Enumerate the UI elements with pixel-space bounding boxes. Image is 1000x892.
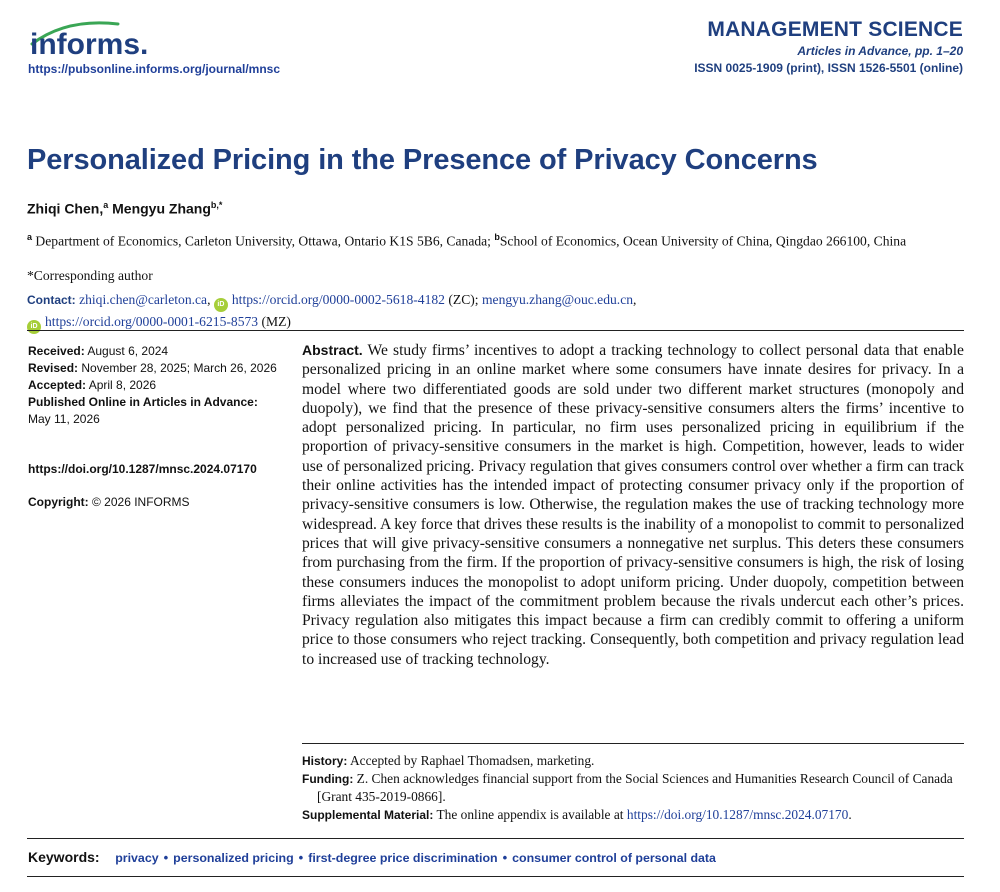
orcid-icon: iD [214, 298, 228, 312]
corresponding-author-note: *Corresponding author [27, 268, 153, 283]
orcid-icon: iD [27, 320, 41, 334]
revised-date: November 28, 2025; March 26, 2026 [81, 361, 277, 375]
accepted-label: Accepted: [28, 378, 87, 392]
affiliations [27, 228, 967, 251]
header-divider [27, 330, 964, 331]
keywords [28, 849, 716, 865]
article-meta [302, 752, 964, 824]
keywords-bottom-rule [27, 876, 964, 877]
issn: ISSN 0025-1909 (print), ISSN 1526-5501 (online) [694, 61, 963, 75]
supplemental-text: The online appendix is available at [436, 807, 624, 822]
funding-text: Z. Chen acknowledges financial support from the Social Sciences and Humanities Research Council of Canada [Grant 435-2019-0866]. [317, 771, 953, 804]
articles-in-advance: Articles in Advance, pp. 1–20 [797, 44, 963, 58]
affil-mark: b [494, 232, 500, 242]
funding-row [302, 770, 964, 806]
keyword-separator: • [163, 850, 169, 865]
keyword[interactable]: privacy [115, 851, 159, 865]
journal-name: MANAGEMENT SCIENCE [707, 18, 963, 41]
history-text: Accepted by Raphael Thomadsen, marketing. [349, 753, 595, 768]
author-tag: (MZ) [261, 314, 291, 329]
keyword[interactable]: consumer control of personal data [512, 851, 716, 865]
keyword[interactable]: personalized pricing [173, 851, 294, 865]
author-list [27, 200, 222, 217]
masthead [694, 18, 963, 75]
supplemental-end: . [848, 807, 852, 822]
keywords-label: Keywords: [28, 849, 100, 865]
contact-block: Contact: zhiqi.chen@carleton.ca, iD https://orcid.org/0000-0002-5618-4182 (ZC); mengyu.zhang@ouc.edu.cn, iD https://orcid.org/0000-0001-6215-8573 (MZ) [27, 290, 967, 334]
supplemental-link[interactable]: https://doi.org/10.1287/mnsc.2024.07170 [626, 807, 849, 822]
abstract-text: We study firms’ incentives to adopt a tracking technology to collect personal data that enable personalized pricing in an online market where some consumers have innate desires for privacy. In a model where two differentiated goods are sold under two different market structures (monopoly and duopoly), we find that the presence of these privacy-sensitive consumers alters the firms’ incentive to adopt personalized pricing. In particular, no firm uses personalized pricing in equilibrium if the proportion of privacy-sensitive consumers in the market is high. Competition, however, leads to wider use of personalized pricing. Privacy regulation that gives consumers control over whether a firm can track their online activities has the intended impact of protecting consumer privacy only if the proportion of privacy-sensitive consumers is low. Otherwise, the regulation makes the use of tracking technology more widespread. A key force that drives these results is the inability of a monopolist to commit to personalized prices that will give privacy-sensitive consumers a nonnegative net surplus. This deters these consumers from purchasing from the firm. If the proportion of privacy-sensitive consumers is high, the risk of losing these consumers induces the monopolist to adopt uniform pricing. Under duopoly, competition between firms alleviates the impact of the commitment problem because the rivals undercut each other’s prices. Privacy regulation also mitigates this impact because a firm can credibly commit to offering a uniform price to those consumers who reject tracking. Consequently, both competition and privacy regulation lead to increased use of tracking technology. [302, 342, 964, 668]
received-label: Received: [28, 344, 85, 358]
affiliation-text: School of Economics, Ocean University of China, Qingdao 266100, China [499, 233, 907, 249]
email-link[interactable]: zhiqi.chen@carleton.ca [79, 292, 208, 307]
abstract [302, 341, 964, 669]
affil-mark: a [27, 232, 33, 242]
keyword[interactable]: first-degree price discrimination [308, 851, 498, 865]
author-affil-mark: b,* [210, 200, 223, 210]
received-date: August 6, 2024 [87, 344, 169, 358]
revised-label: Revised: [28, 361, 79, 375]
article-title: Personalized Pricing in the Presence of Privacy Concerns [27, 144, 818, 176]
history-row [302, 752, 964, 770]
keyword-separator: • [298, 850, 304, 865]
copyright-label: Copyright: [28, 495, 89, 509]
author-tag: (ZC); [448, 292, 479, 307]
author-affil-mark: a [103, 200, 109, 210]
accepted-date: April 8, 2026 [88, 378, 157, 392]
author-name[interactable]: Mengyu Zhang [112, 200, 211, 217]
keyword-separator: • [502, 850, 508, 865]
article-dates [28, 343, 288, 428]
funding-label: Funding: [302, 772, 354, 786]
orcid-link[interactable]: https://orcid.org/0000-0001-6215-8573 [45, 314, 259, 329]
abstract-label: Abstract. [302, 342, 363, 358]
supplemental-row [302, 806, 964, 824]
orcid-link[interactable]: https://orcid.org/0000-0002-5618-4182 [231, 292, 445, 307]
supplemental-label: Supplemental Material: [302, 808, 434, 822]
copyright-text: © 2026 INFORMS [92, 495, 190, 509]
abstract-divider [302, 743, 964, 744]
doi-link[interactable]: https://doi.org/10.1287/mnsc.2024.07170 [28, 462, 257, 476]
author-name[interactable]: Zhiqi Chen, [27, 200, 104, 217]
copyright [28, 495, 190, 509]
email-link[interactable]: mengyu.zhang@ouc.edu.cn [481, 292, 634, 307]
history-label: History: [302, 754, 348, 768]
keywords-top-rule [27, 838, 964, 839]
published-label: Published Online in Articles in Advance: [28, 395, 258, 409]
logo-wordmark: informs. [30, 28, 149, 60]
journal-url[interactable]: https://pubsonline.informs.org/journal/mnsc [28, 62, 281, 76]
affiliation-text: Department of Economics, Carleton University, Ottawa, Ontario K1S 5B6, Canada; [35, 233, 491, 249]
informs-logo [26, 18, 186, 60]
contact-label: Contact: [27, 293, 76, 307]
published-date: May 11, 2026 [28, 412, 100, 426]
